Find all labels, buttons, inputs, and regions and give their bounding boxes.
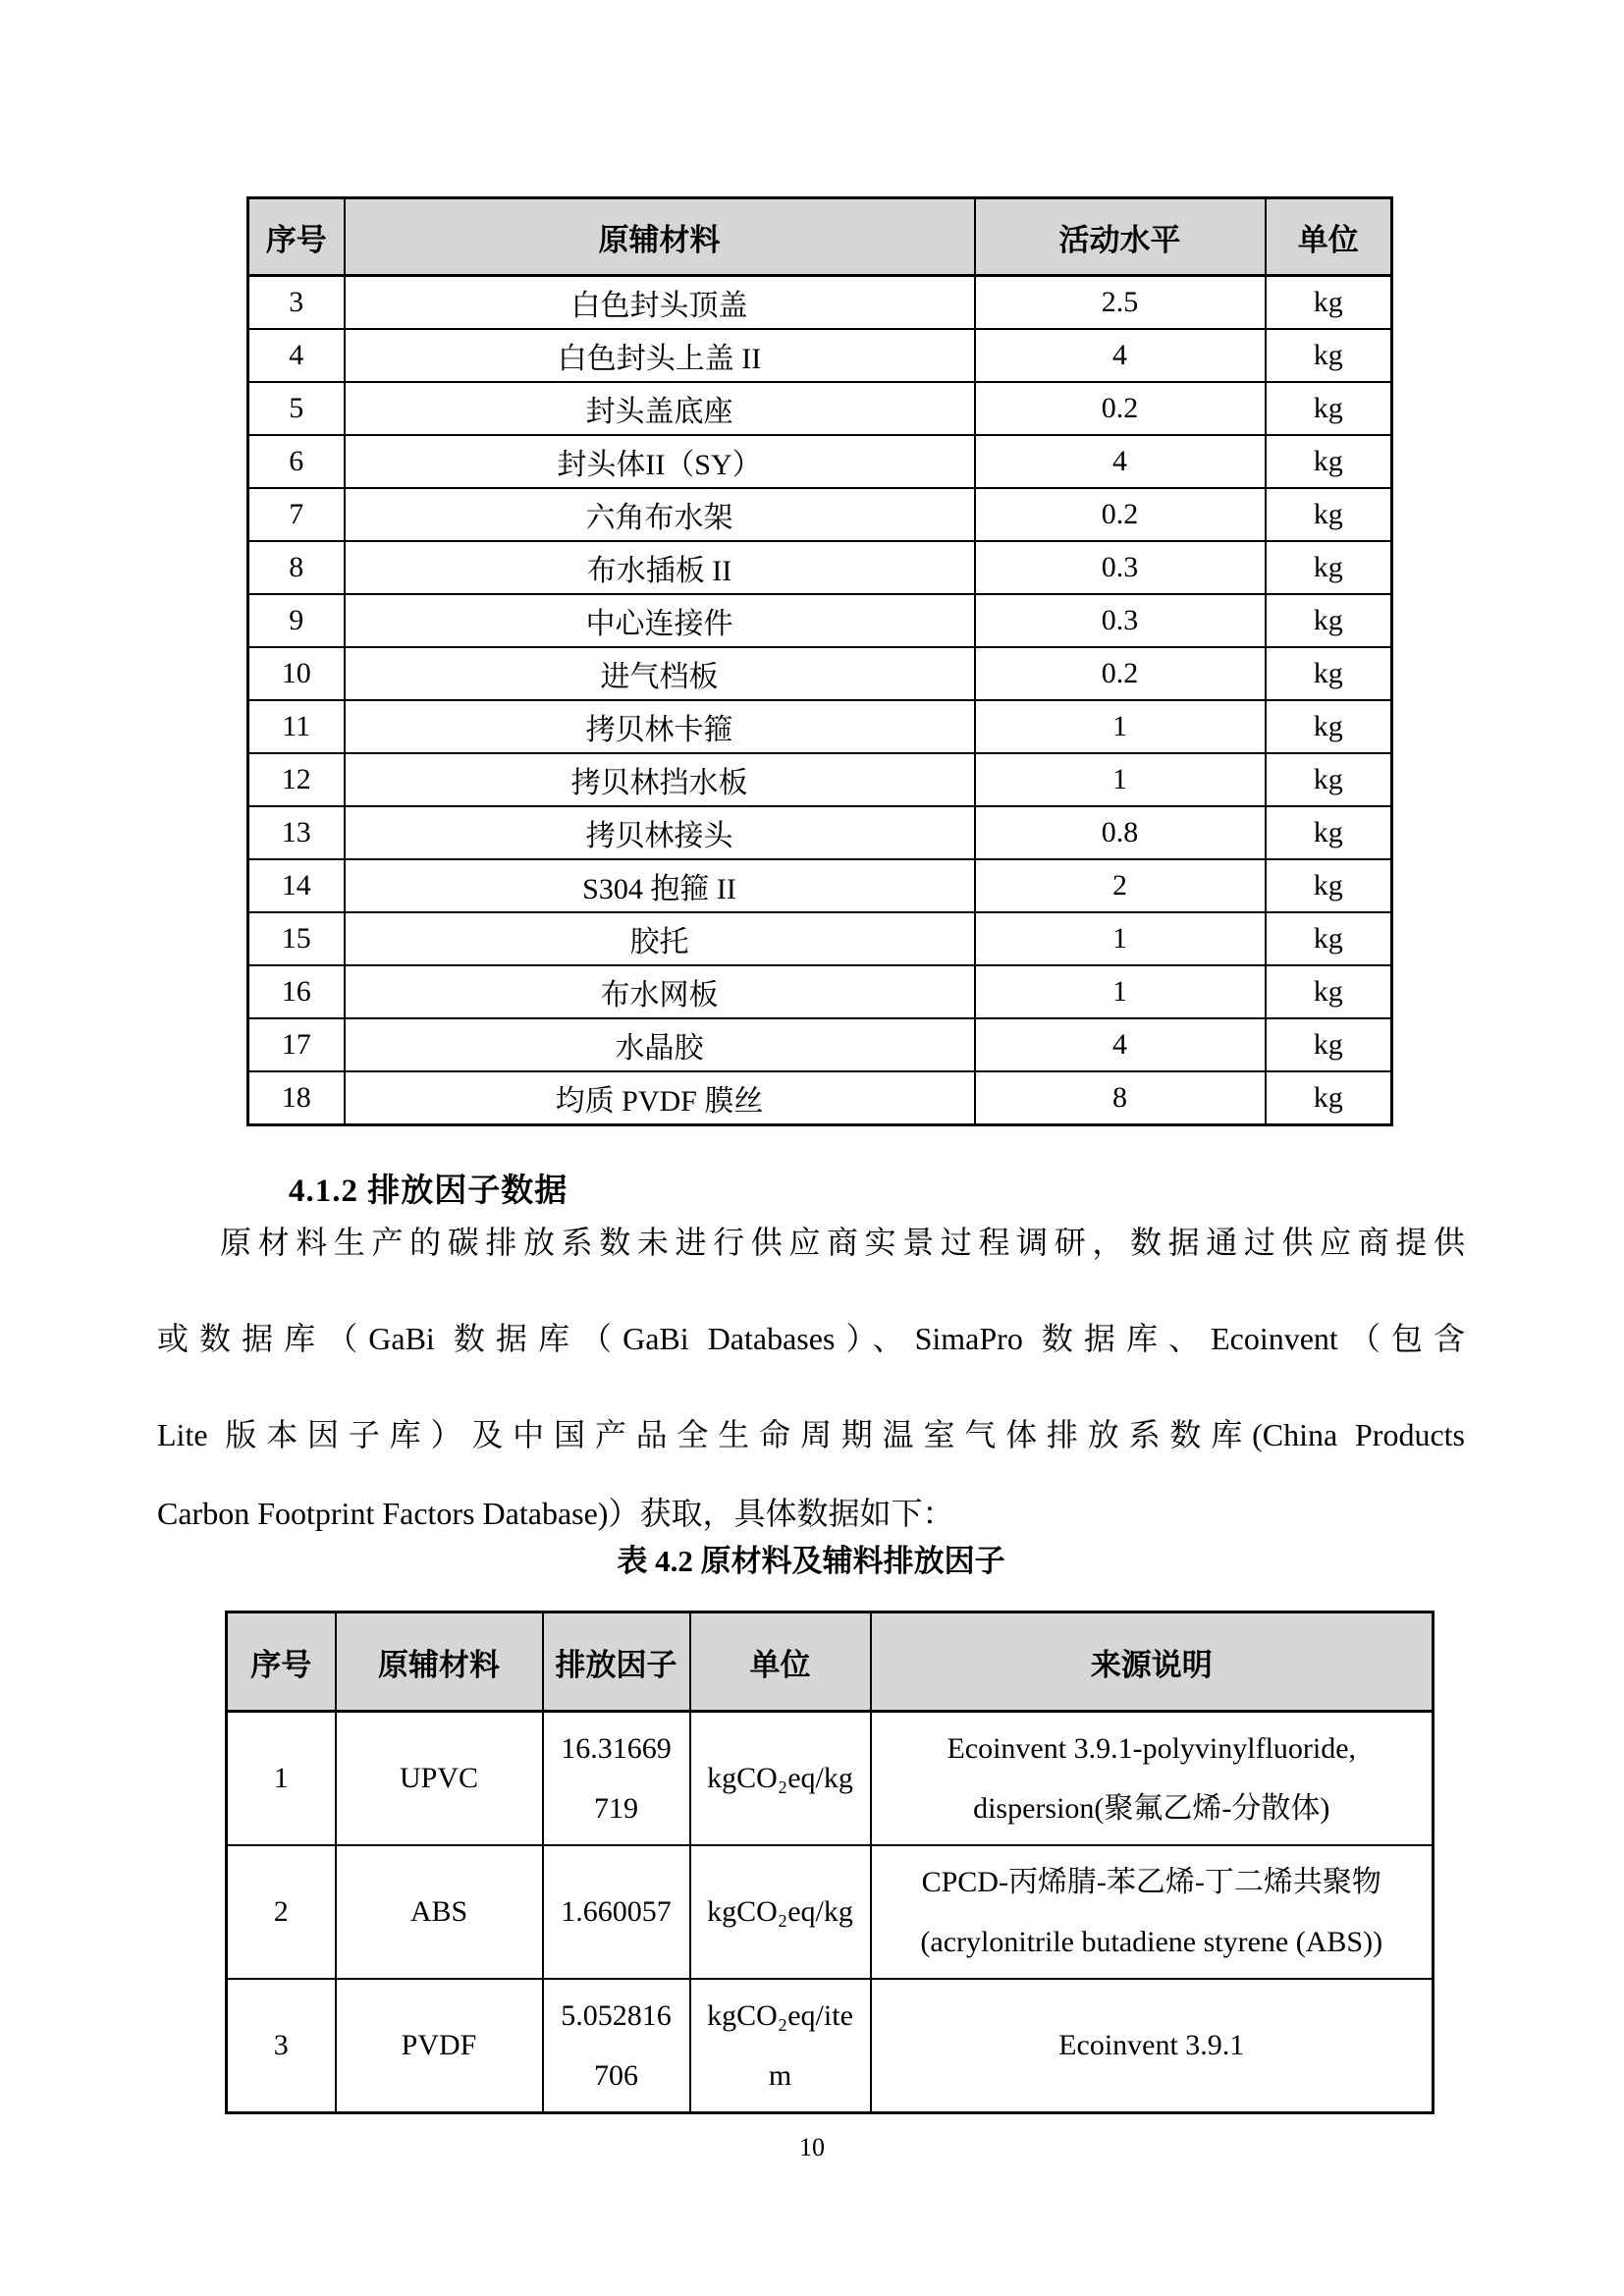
table-cell: 18 <box>248 1071 345 1125</box>
table-cell: 4 <box>975 1018 1266 1071</box>
emission-factor-table <box>225 1611 1435 2114</box>
table-cell: kg <box>1266 647 1392 700</box>
table-cell: kg <box>1266 1071 1392 1125</box>
table-cell: 3 <box>227 1979 336 2113</box>
table-cell: 0.8 <box>975 806 1266 859</box>
table-cell: 0.2 <box>975 488 1266 541</box>
table-cell: 拷贝林接头 <box>345 806 975 859</box>
table-cell: ABS <box>336 1845 543 1979</box>
header-cell-no: 序号 <box>248 198 345 276</box>
table-cell: 均质 PVDF 膜丝 <box>345 1071 975 1125</box>
table-cell: 拷贝林挡水板 <box>345 753 975 806</box>
paragraph-line-3: Lite 版本因子库）及中国产品全生命周期温室气体排放系数库(China Products <box>157 1417 1465 1452</box>
table-header-row <box>227 1613 1434 1712</box>
table-cell: 白色封头顶盖 <box>345 276 975 330</box>
table-row <box>248 753 1392 806</box>
header-cell-material: 原辅材料 <box>336 1613 543 1712</box>
table-cell: 14 <box>248 859 345 912</box>
table-cell: 0.2 <box>975 647 1266 700</box>
activity-level-table <box>246 196 1393 1126</box>
table-cell: 水晶胶 <box>345 1018 975 1071</box>
table-cell: 6 <box>248 435 345 488</box>
table-cell: 9 <box>248 594 345 647</box>
table-cell: 六角布水架 <box>345 488 975 541</box>
section-heading: 4.1.2 排放因子数据 <box>289 1174 568 1209</box>
table-row <box>248 700 1392 753</box>
table-cell: PVDF <box>336 1979 543 2113</box>
activity-table-header <box>248 198 1392 276</box>
table-row <box>248 594 1392 647</box>
table-row <box>248 382 1392 435</box>
table-row <box>248 329 1392 382</box>
table-header-row <box>248 198 1392 276</box>
table-row <box>248 859 1392 912</box>
table-cell: 8 <box>248 541 345 594</box>
table-cell: 17 <box>248 1018 345 1071</box>
table-cell: 2.5 <box>975 276 1266 330</box>
table-cell: 15 <box>248 912 345 965</box>
header-cell-activity-level: 活动水平 <box>975 198 1266 276</box>
table-cell: 封头盖底座 <box>345 382 975 435</box>
table-row <box>248 541 1392 594</box>
table-cell: 1 <box>227 1712 336 1846</box>
table-cell: UPVC <box>336 1712 543 1846</box>
table-cell: kgCO₂eq/item <box>690 1979 871 2113</box>
table-cell: 4 <box>248 329 345 382</box>
table-cell: 13 <box>248 806 345 859</box>
table-cell: kg <box>1266 435 1392 488</box>
table-cell: kg <box>1266 965 1392 1018</box>
table-cell: 1 <box>975 753 1266 806</box>
table-cell: 中心连接件 <box>345 594 975 647</box>
table-row <box>248 806 1392 859</box>
table-cell: kg <box>1266 912 1392 965</box>
table-row <box>248 647 1392 700</box>
table-cell: 7 <box>248 488 345 541</box>
table-cell: 1 <box>975 965 1266 1018</box>
table-cell: kg <box>1266 806 1392 859</box>
table-cell: 2 <box>227 1845 336 1979</box>
header-cell-unit: 单位 <box>1266 198 1392 276</box>
table-cell: 0.3 <box>975 541 1266 594</box>
table-cell: 16.31669719 <box>543 1712 690 1846</box>
table-cell: 1.660057 <box>543 1845 690 1979</box>
table-cell: 3 <box>248 276 345 330</box>
emission-table-header <box>227 1613 1434 1712</box>
table-cell: kgCO₂eq/kg <box>690 1712 871 1846</box>
table-cell: kg <box>1266 753 1392 806</box>
table-cell: kg <box>1266 594 1392 647</box>
table-row <box>248 965 1392 1018</box>
table-cell: kg <box>1266 541 1392 594</box>
table-cell: kg <box>1266 1018 1392 1071</box>
table-cell: 白色封头上盖 II <box>345 329 975 382</box>
table-cell: kgCO₂eq/kg <box>690 1845 871 1979</box>
header-cell-material: 原辅材料 <box>345 198 975 276</box>
table-cell: 16 <box>248 965 345 1018</box>
table-cell: 布水网板 <box>345 965 975 1018</box>
table-cell: 封头体II（SY） <box>345 435 975 488</box>
table-row <box>248 488 1392 541</box>
table-row <box>248 435 1392 488</box>
header-cell-no: 序号 <box>227 1613 336 1712</box>
table-cell: 2 <box>975 859 1266 912</box>
table-cell: 胶托 <box>345 912 975 965</box>
table-row <box>227 1712 1434 1846</box>
header-cell-source: 来源说明 <box>871 1613 1434 1712</box>
table-cell: CPCD-丙烯腈-苯乙烯-丁二烯共聚物 (acrylonitrile butadiene styrene (ABS)) <box>871 1845 1434 1979</box>
table-cell: 1 <box>975 700 1266 753</box>
table-cell: 拷贝林卡箍 <box>345 700 975 753</box>
table-cell: 0.3 <box>975 594 1266 647</box>
table-cell: 5.052816706 <box>543 1979 690 2113</box>
table-cell: kg <box>1266 700 1392 753</box>
table-cell: 5 <box>248 382 345 435</box>
table-cell: 11 <box>248 700 345 753</box>
page-number: 10 <box>799 2133 825 2161</box>
table2-caption: 表 4.2 原材料及辅料排放因子 <box>617 1544 1005 1578</box>
table-cell: 12 <box>248 753 345 806</box>
table-cell: 0.2 <box>975 382 1266 435</box>
table-cell: 4 <box>975 435 1266 488</box>
table-cell: kg <box>1266 859 1392 912</box>
paragraph-line-2: 或数据库（GaBi 数据库（GaBi Databases）、SimaPro 数据库、Ecoinvent（包含 <box>157 1321 1465 1356</box>
table-cell: kg <box>1266 276 1392 330</box>
header-cell-unit: 单位 <box>690 1613 871 1712</box>
table-cell: 1 <box>975 912 1266 965</box>
table-cell: Ecoinvent 3.9.1-polyvinylfluoride, dispersion(聚氟乙烯-分散体) <box>871 1712 1434 1846</box>
table-row <box>227 1845 1434 1979</box>
paragraph-line-1: 原材料生产的碳排放系数未进行供应商实景过程调研，数据通过供应商提供 <box>220 1225 1465 1260</box>
activity-table-body <box>248 276 1392 1125</box>
table-cell: kg <box>1266 382 1392 435</box>
table-row <box>248 1071 1392 1125</box>
table-cell: Ecoinvent 3.9.1 <box>871 1979 1434 2113</box>
table-cell: kg <box>1266 488 1392 541</box>
table-cell: 进气档板 <box>345 647 975 700</box>
paragraph-line-4: Carbon Footprint Factors Database)）获取，具体数据如下： <box>157 1496 954 1531</box>
table-row <box>227 1979 1434 2113</box>
table-cell: kg <box>1266 329 1392 382</box>
table-row <box>248 912 1392 965</box>
header-cell-emission-factor: 排放因子 <box>543 1613 690 1712</box>
table-cell: 布水插板 II <box>345 541 975 594</box>
table-cell: 10 <box>248 647 345 700</box>
table-row <box>248 1018 1392 1071</box>
table-cell: 4 <box>975 329 1266 382</box>
table-row <box>248 276 1392 330</box>
table-cell: S304 抱箍 II <box>345 859 975 912</box>
emission-table-body <box>227 1712 1434 2113</box>
table-cell: 8 <box>975 1071 1266 1125</box>
